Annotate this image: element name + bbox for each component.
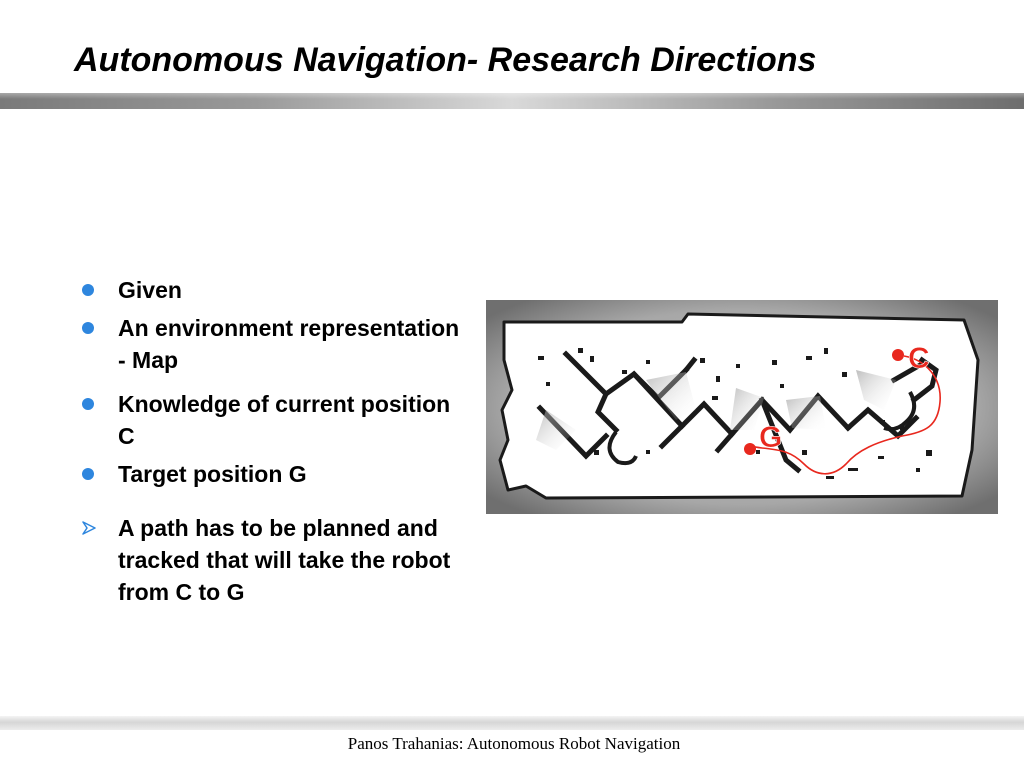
bullet-text: Target position G <box>118 461 307 487</box>
bullet-item <box>80 458 470 490</box>
title-divider-highlight <box>0 93 1024 99</box>
goal-position-marker <box>744 443 756 455</box>
bullet-dot-icon <box>82 398 94 410</box>
bullet-list <box>80 274 470 608</box>
bullet-text: Knowledge of current position C <box>118 391 451 449</box>
bullet-dot-icon <box>82 322 94 334</box>
footer-divider <box>0 716 1024 730</box>
bullet-item <box>80 312 470 376</box>
footer-text: Panos Trahanias: Autonomous Robot Navigation <box>347 734 681 753</box>
current-position-label: C <box>908 341 930 375</box>
current-position-marker <box>892 349 904 361</box>
environment-map <box>486 300 998 514</box>
bullet-item <box>80 388 470 452</box>
map-graphic <box>486 300 998 514</box>
bullet-dot-icon <box>82 468 94 480</box>
bullet-dot-icon <box>82 284 94 296</box>
bullet-item <box>80 512 470 608</box>
goal-position-label: G <box>759 420 783 454</box>
slide-title: Autonomous Navigation- Research Directions <box>74 41 817 79</box>
arrow-bullet-icon <box>82 521 96 535</box>
bullet-text: An environment representation - Map <box>118 315 460 373</box>
bullet-text: A path has to be planned and tracked that will take the robot from C to G <box>118 515 451 605</box>
bullet-item <box>80 274 470 306</box>
bullet-text: Given <box>118 277 182 303</box>
footer-caption <box>0 733 1024 755</box>
